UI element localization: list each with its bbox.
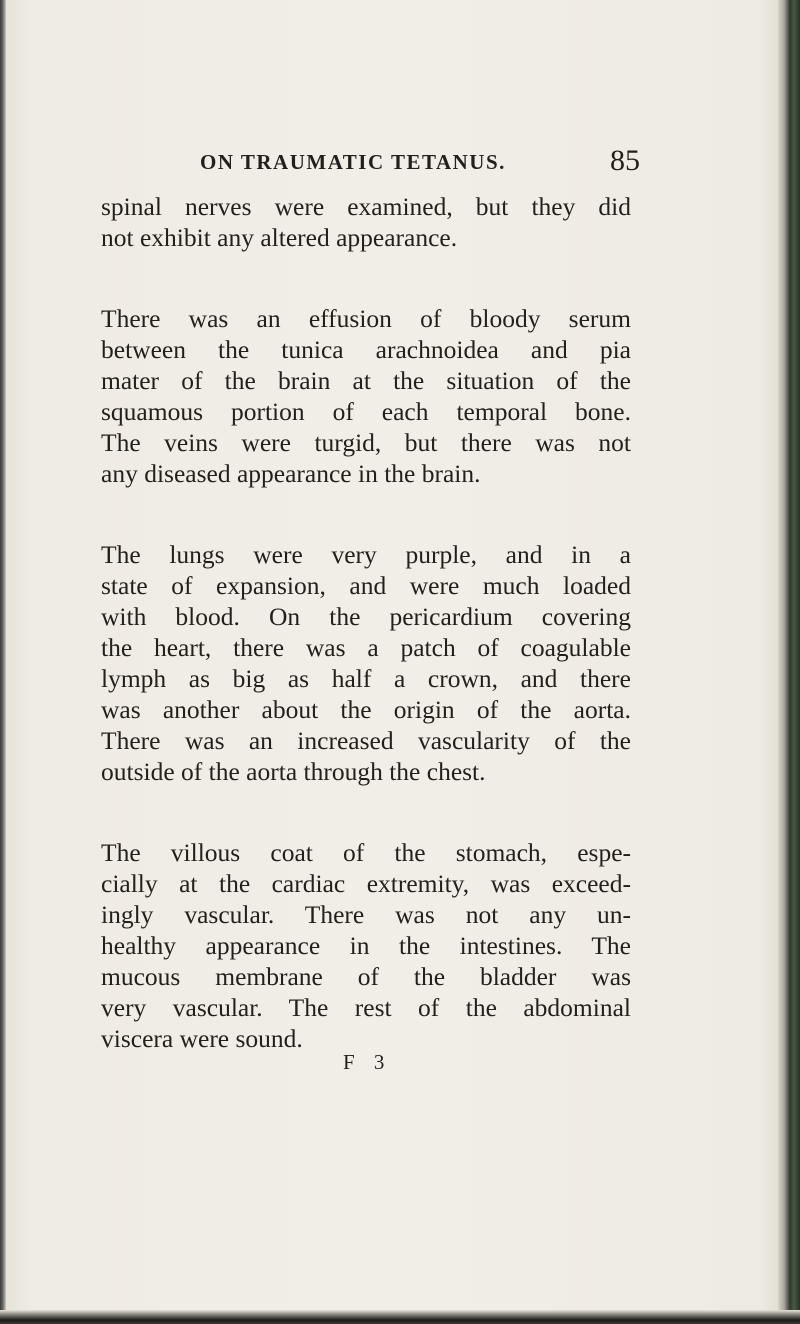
paragraph-4	[101, 837, 631, 1054]
text-line: any diseased appearance in the brain.	[101, 459, 481, 488]
text-line: with blood. On the pericardium covering	[101, 602, 631, 631]
text-line: was another about the origin of the aorta.	[101, 695, 631, 724]
running-title: ON TRAUMATIC TETANUS.	[200, 150, 506, 174]
paragraph-1	[101, 191, 631, 253]
text-line: outside of the aorta through the chest.	[101, 757, 486, 786]
page-left-edge	[0, 0, 6, 1324]
page-right-edge	[778, 0, 800, 1324]
text-line: There was an effusion of bloody serum	[101, 304, 631, 333]
paragraph-2	[101, 303, 631, 489]
text-line: cially at the cardiac extremity, was exceed-	[101, 869, 631, 898]
page-header	[200, 144, 640, 184]
text-line: state of expansion, and were much loaded	[101, 571, 631, 600]
paragraph-gap	[101, 489, 631, 539]
text-line: lymph as big as half a crown, and there	[101, 664, 631, 693]
text-line: the heart, there was a patch of coagulable	[101, 633, 631, 662]
text-line: between the tunica arachnoidea and pia	[101, 335, 631, 364]
body-text	[101, 191, 631, 1054]
text-line: not exhibit any altered appearance.	[101, 223, 458, 252]
text-line: squamous portion of each temporal bone.	[101, 397, 631, 426]
text-line: healthy appearance in the intestines. The	[101, 931, 631, 960]
text-line: There was an increased vascularity of the	[101, 726, 631, 755]
text-line: mucous membrane of the bladder was	[101, 962, 631, 991]
paragraph-gap	[101, 253, 631, 303]
page-bottom-edge	[0, 1310, 800, 1324]
text-line: The veins were turgid, but there was not	[101, 428, 631, 457]
text-line: viscera were sound.	[101, 1024, 303, 1053]
text-line: The lungs were very purple, and in a	[101, 540, 631, 569]
page-number: 85	[610, 144, 640, 177]
text-line: spinal nerves were examined, but they did	[101, 192, 631, 221]
signature-mark: F 3	[343, 1050, 392, 1074]
text-line: The villous coat of the stomach, espe-	[101, 838, 631, 867]
text-line: ingly vascular. There was not any un-	[101, 900, 631, 929]
paragraph-3	[101, 539, 631, 787]
text-line: mater of the brain at the situation of the	[101, 366, 631, 395]
text-line: very vascular. The rest of the abdominal	[101, 993, 631, 1022]
paragraph-gap	[101, 787, 631, 837]
